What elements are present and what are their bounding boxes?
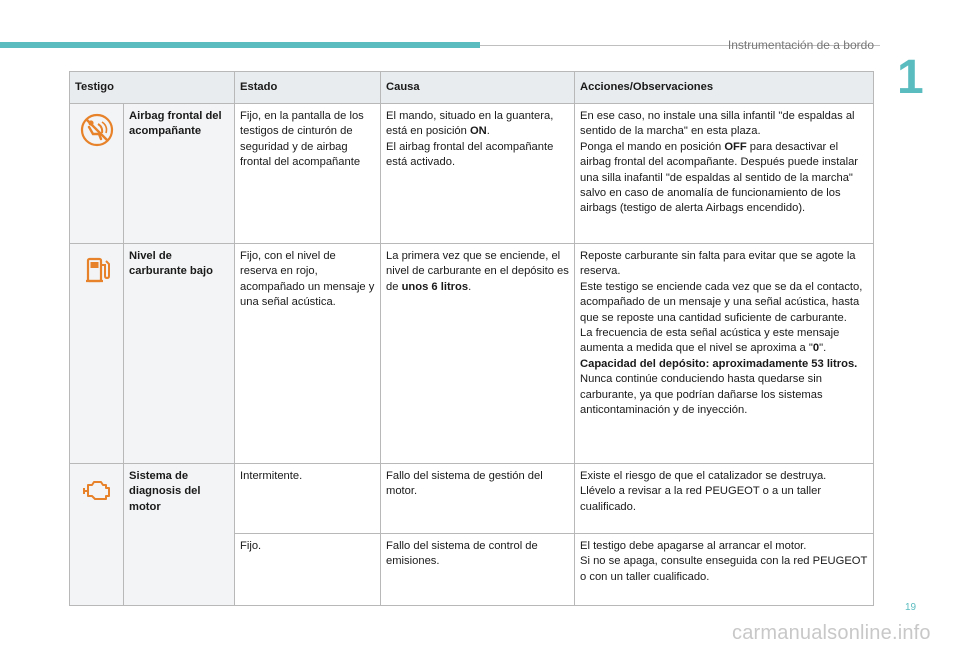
watermark: carmanualsonline.info xyxy=(732,622,931,644)
chapter-number: 1 xyxy=(897,51,924,104)
causa-cell: La primera vez que se enciende, el nivel de carburante en el depósito es de unos 6 litros. xyxy=(381,244,575,464)
estado-cell: Fijo, en la pantalla de los testigos de cinturón de seguridad y de airbag frontal del acompañante xyxy=(235,104,381,244)
acciones-cell: Existe el riesgo de que el catalizador se destruya. Llévelo a revisar a la red PEUGEOT o a un taller cualificado. xyxy=(575,464,874,534)
page-number: 19 xyxy=(905,602,917,613)
acciones-cell: Reposte carburante sin falta para evitar que se agote la reserva. Este testigo se enciende cada vez que se da el contacto, acompañado de un mensaje y una señal acústica, hasta que se reposte una cantidad suficiente de carburante. La frecuencia de esta señal acústica y este mensaje aumenta a medida que el nivel se aproxima a "0". Capacidad del depósito: aproximadamente 53 litros. Nunca continúe conduciendo hasta quedarse sin carburante, ya que podrían dañarse los sistemas anticontaminación y de inyección. xyxy=(575,244,874,464)
light-name: Airbag frontal del acompañante xyxy=(124,104,235,244)
warning-lights-table xyxy=(69,71,874,606)
column-header-estado: Estado xyxy=(235,72,381,104)
airbag-off-icon xyxy=(79,112,115,148)
icon-cell xyxy=(70,244,124,464)
estado-cell: Fijo. xyxy=(235,534,381,606)
icon-cell xyxy=(70,464,124,606)
table-row-airbag xyxy=(70,104,874,244)
light-name: Sistema de diagnosis del motor xyxy=(124,464,235,606)
light-name: Nivel de carburante bajo xyxy=(124,244,235,464)
estado-cell: Intermitente. xyxy=(235,464,381,534)
acciones-cell: El testigo debe apagarse al arrancar el motor. Si no se apaga, consulte enseguida con la red PEUGEOT o con un taller cualificado. xyxy=(575,534,874,606)
header-accent-bar xyxy=(0,42,480,48)
causa-cell: Fallo del sistema de control de emisiones. xyxy=(381,534,575,606)
engine-check-icon xyxy=(79,472,115,508)
causa-cell: El mando, situado en la guantera, está en posición ON. El airbag frontal del acompañante está activado. xyxy=(381,104,575,244)
table-header-row xyxy=(70,72,874,104)
estado-cell: Fijo, con el nivel de reserva en rojo, acompañado un mensaje y una señal acústica. xyxy=(235,244,381,464)
column-header-acciones: Acciones/Observaciones xyxy=(575,72,874,104)
column-header-causa: Causa xyxy=(381,72,575,104)
icon-cell xyxy=(70,104,124,244)
fuel-pump-icon xyxy=(79,252,115,288)
causa-cell: Fallo del sistema de gestión del motor. xyxy=(381,464,575,534)
table-row-fuel xyxy=(70,244,874,464)
column-header-testigo: Testigo xyxy=(70,72,235,104)
section-title: Instrumentación de a bordo xyxy=(727,38,874,52)
table-row-engine-blinking xyxy=(70,464,874,534)
acciones-cell: En ese caso, no instale una silla infantil "de espaldas al sentido de la marcha" en esta plaza. Ponga el mando en posición OFF para desactivar el airbag frontal del acompañante. Después puede instalar una silla inafantil "de espaldas al sentido de la marcha" salvo en caso de anomalía de funcionamiento de los airbags (testigo de alerta Airbags encendido). xyxy=(575,104,874,244)
